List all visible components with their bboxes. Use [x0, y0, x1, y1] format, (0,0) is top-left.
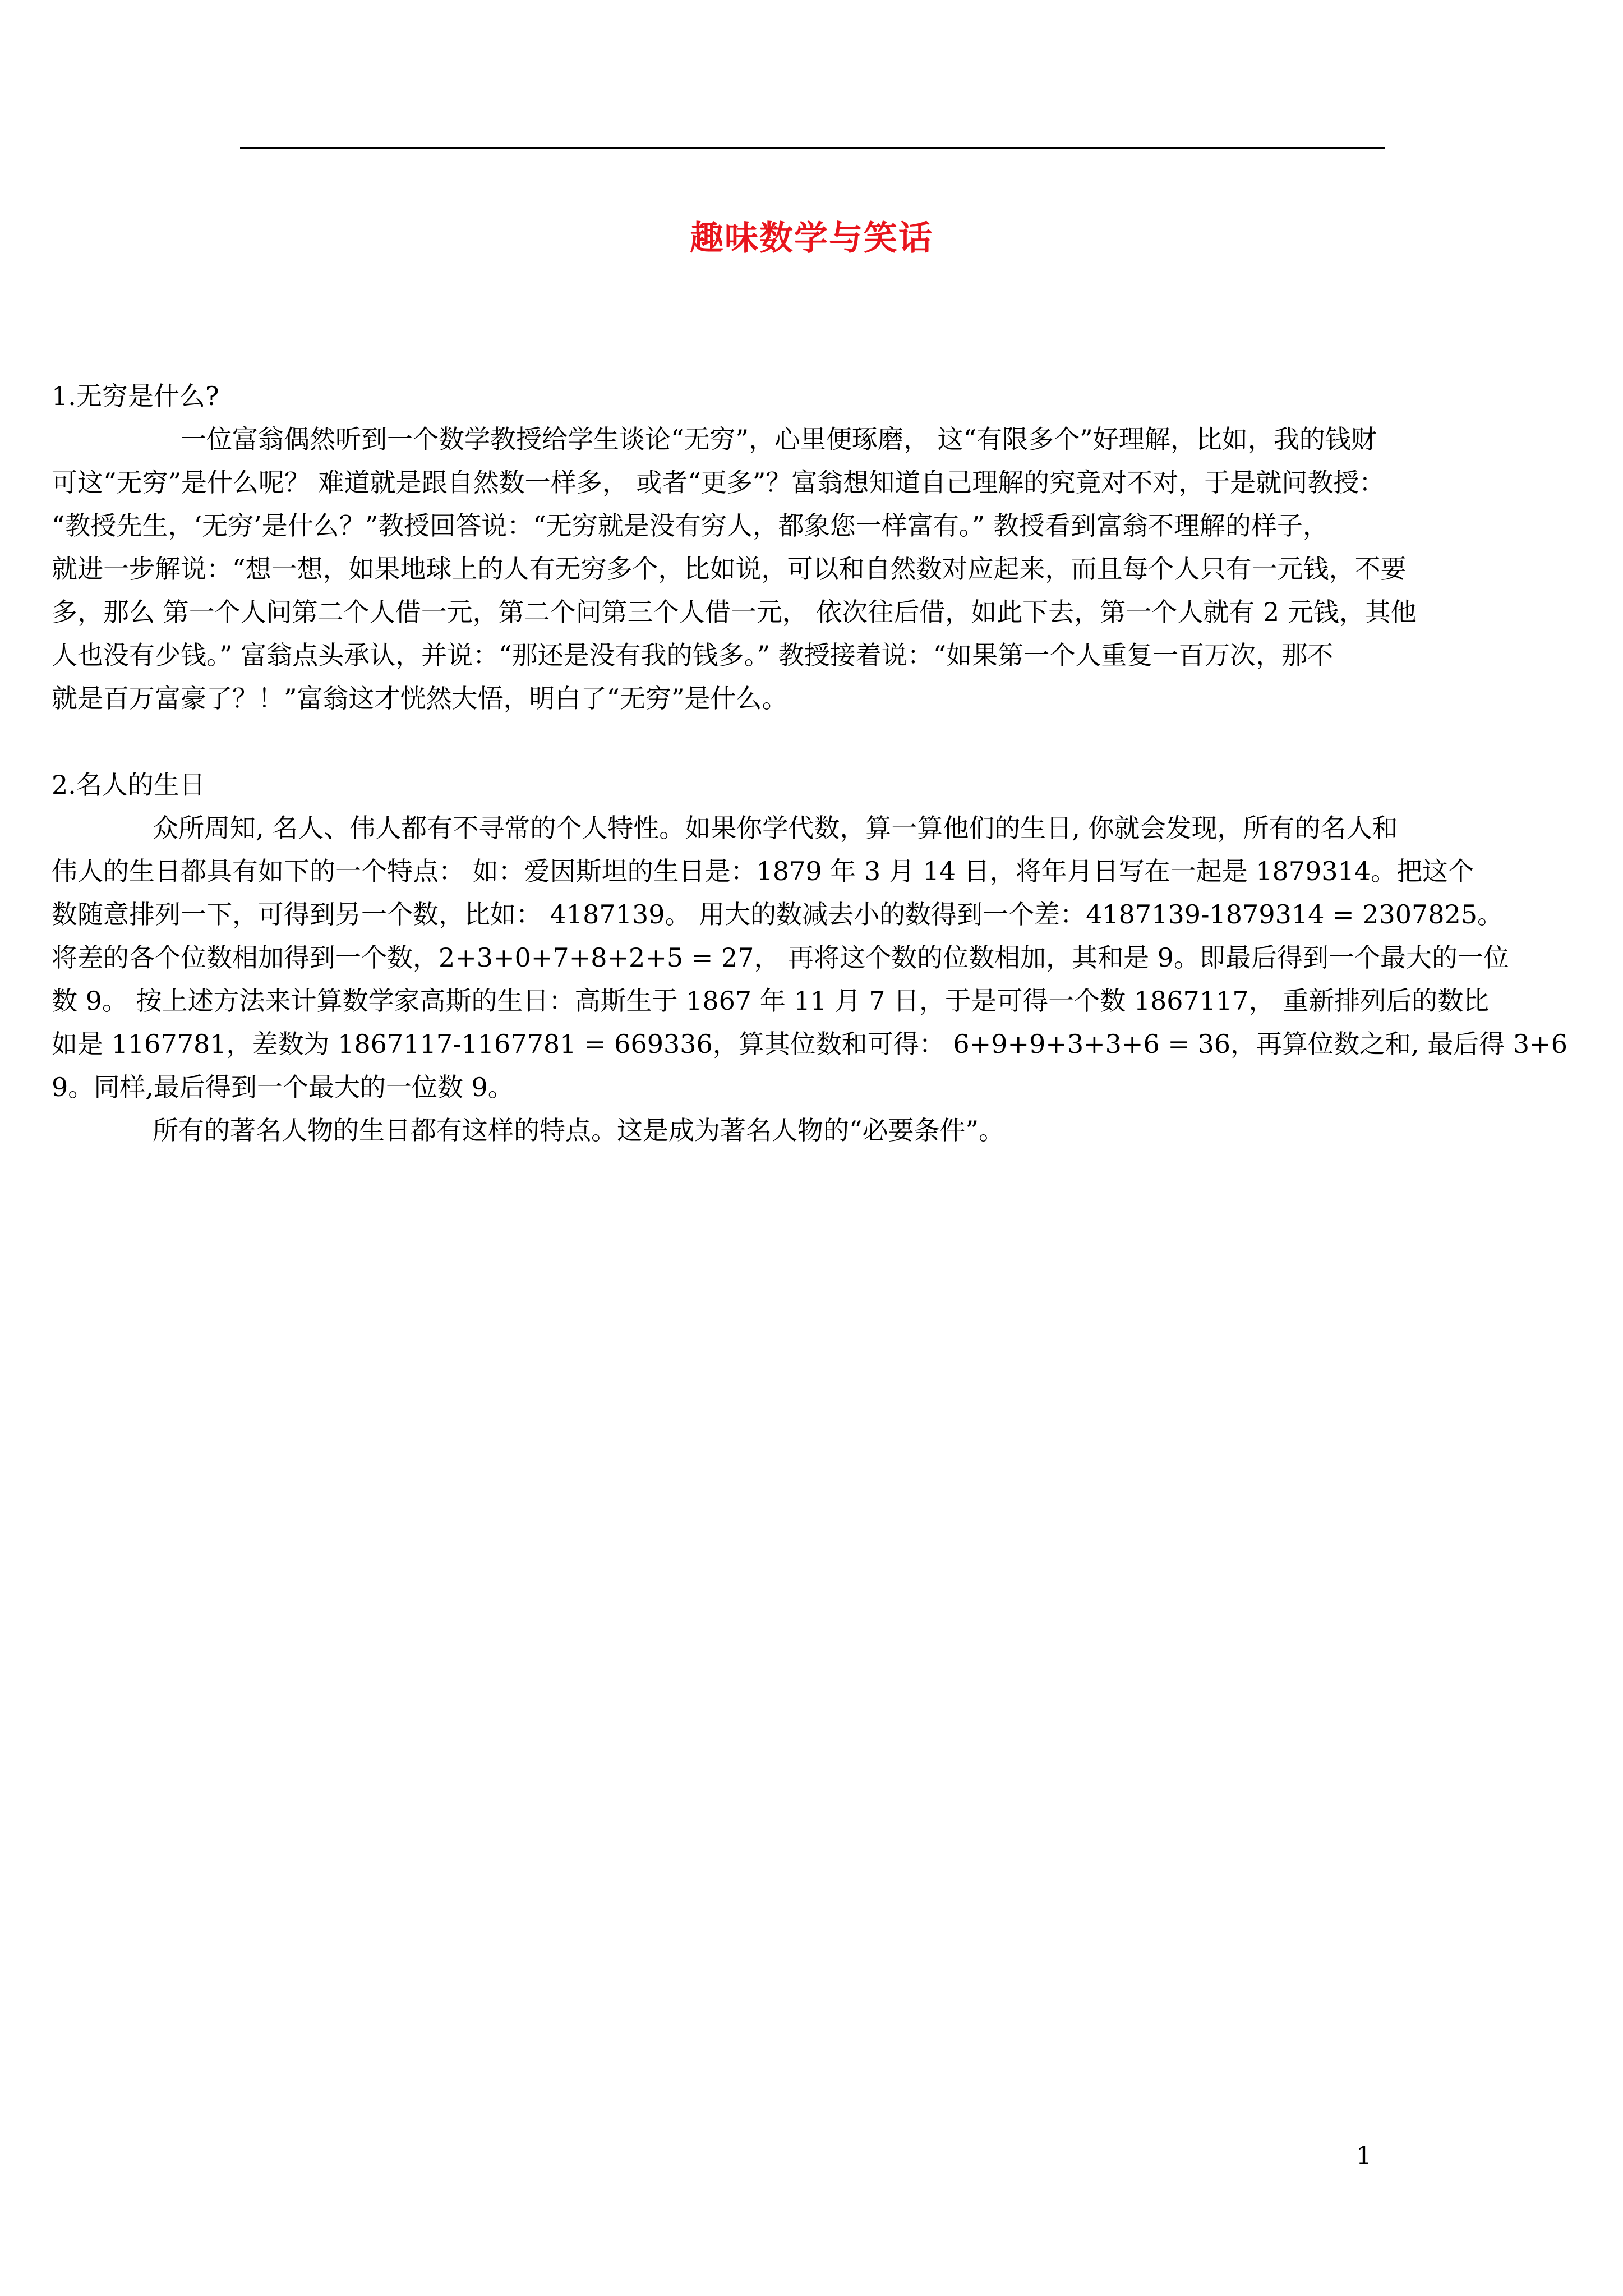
paragraph-line: 人也没有少钱。” 富翁点头承认，并说：“那还是没有我的钱多。” 教授接着说：“如果第一个人重复一百万次，那不: [52, 640, 1334, 670]
paragraph-line: 数 9。 按上述方法来计算数学家高斯的生日：高斯生于 1867 年 11 月 7 日，于是可得一个数 1867117， 重新排列后的数比: [52, 986, 1490, 1016]
document-title: 趣味数学与笑话: [690, 219, 933, 258]
paragraph-line: 就进一步解说：“想一想，如果地球上的人有无穷多个，比如说，可以和自然数对应起来，而且每个人只有一元钱，不要: [52, 554, 1407, 584]
section-heading-birthdays: 2.名人的生日: [52, 770, 205, 800]
paragraph-line: 数随意排列一下，可得到另一个数，比如： 4187139。 用大的数减去小的数得到一个差：4187139-1879314 = 2307825。: [52, 899, 1504, 930]
paragraph-line: 将差的各个位数相加得到一个数，2+3+0+7+8+2+5 = 27， 再将这个数的位数相加，其和是 9。即最后得到一个最大的一位: [52, 942, 1509, 973]
paragraph-line: 伟人的生日都具有如下的一个特点： 如：爱因斯坦的生日是：1879 年 3 月 14 日，将年月日写在一起是 1879314。把这个: [52, 856, 1474, 886]
paragraph-line: 众所周知, 名人、伟人都有不寻常的个人特性。如果你学代数，算一算他们的生日, 你就会发现，所有的名人和: [153, 813, 1398, 843]
paragraph-line: 可这“无穷”是什么呢？ 难道就是跟自然数一样多， 或者“更多”？富翁想知道自己理解的究竟对不对，于是就问教授：: [52, 467, 1385, 498]
paragraph-line: 9。同样,最后得到一个最大的一位数 9。: [52, 1072, 514, 1102]
paragraph-line: 就是百万富豪了？！”富翁这才恍然大悟，明白了“无穷”是什么。: [52, 683, 788, 714]
section-gap: [52, 720, 1571, 763]
closing-line: 所有的著名人物的生日都有这样的特点。这是成为著名人物的“必要条件”。: [153, 1115, 1005, 1145]
header-rule: [240, 147, 1385, 149]
paragraph-line: 如是 1167781，差数为 1867117-1167781 = 669336，算其位数和可得： 6+9+9+3+3+6 = 36，再算位数之和, 最后得 3+6: [52, 1029, 1567, 1059]
section-heading-infinity: 1.无穷是什么?: [52, 381, 219, 411]
page-number: 1: [1356, 2142, 1372, 2170]
paragraph-line: 多，那么 第一个人问第二个人借一元，第二个问第三个人借一元， 依次往后借，如此下去，第一个人就有 2 元钱，其他: [52, 597, 1417, 627]
paragraph-line: 一位富翁偶然听到一个数学教授给学生谈论“无穷”，心里便琢磨， 这“有限多个”好理解，比如，我的钱财: [181, 424, 1377, 454]
document-body: [52, 375, 1571, 1152]
paragraph-line: “教授先生，‘无穷’是什么？”教授回答说：“无穷就是没有穷人，都象您一样富有。” 教授看到富翁不理解的样子，: [52, 510, 1329, 541]
